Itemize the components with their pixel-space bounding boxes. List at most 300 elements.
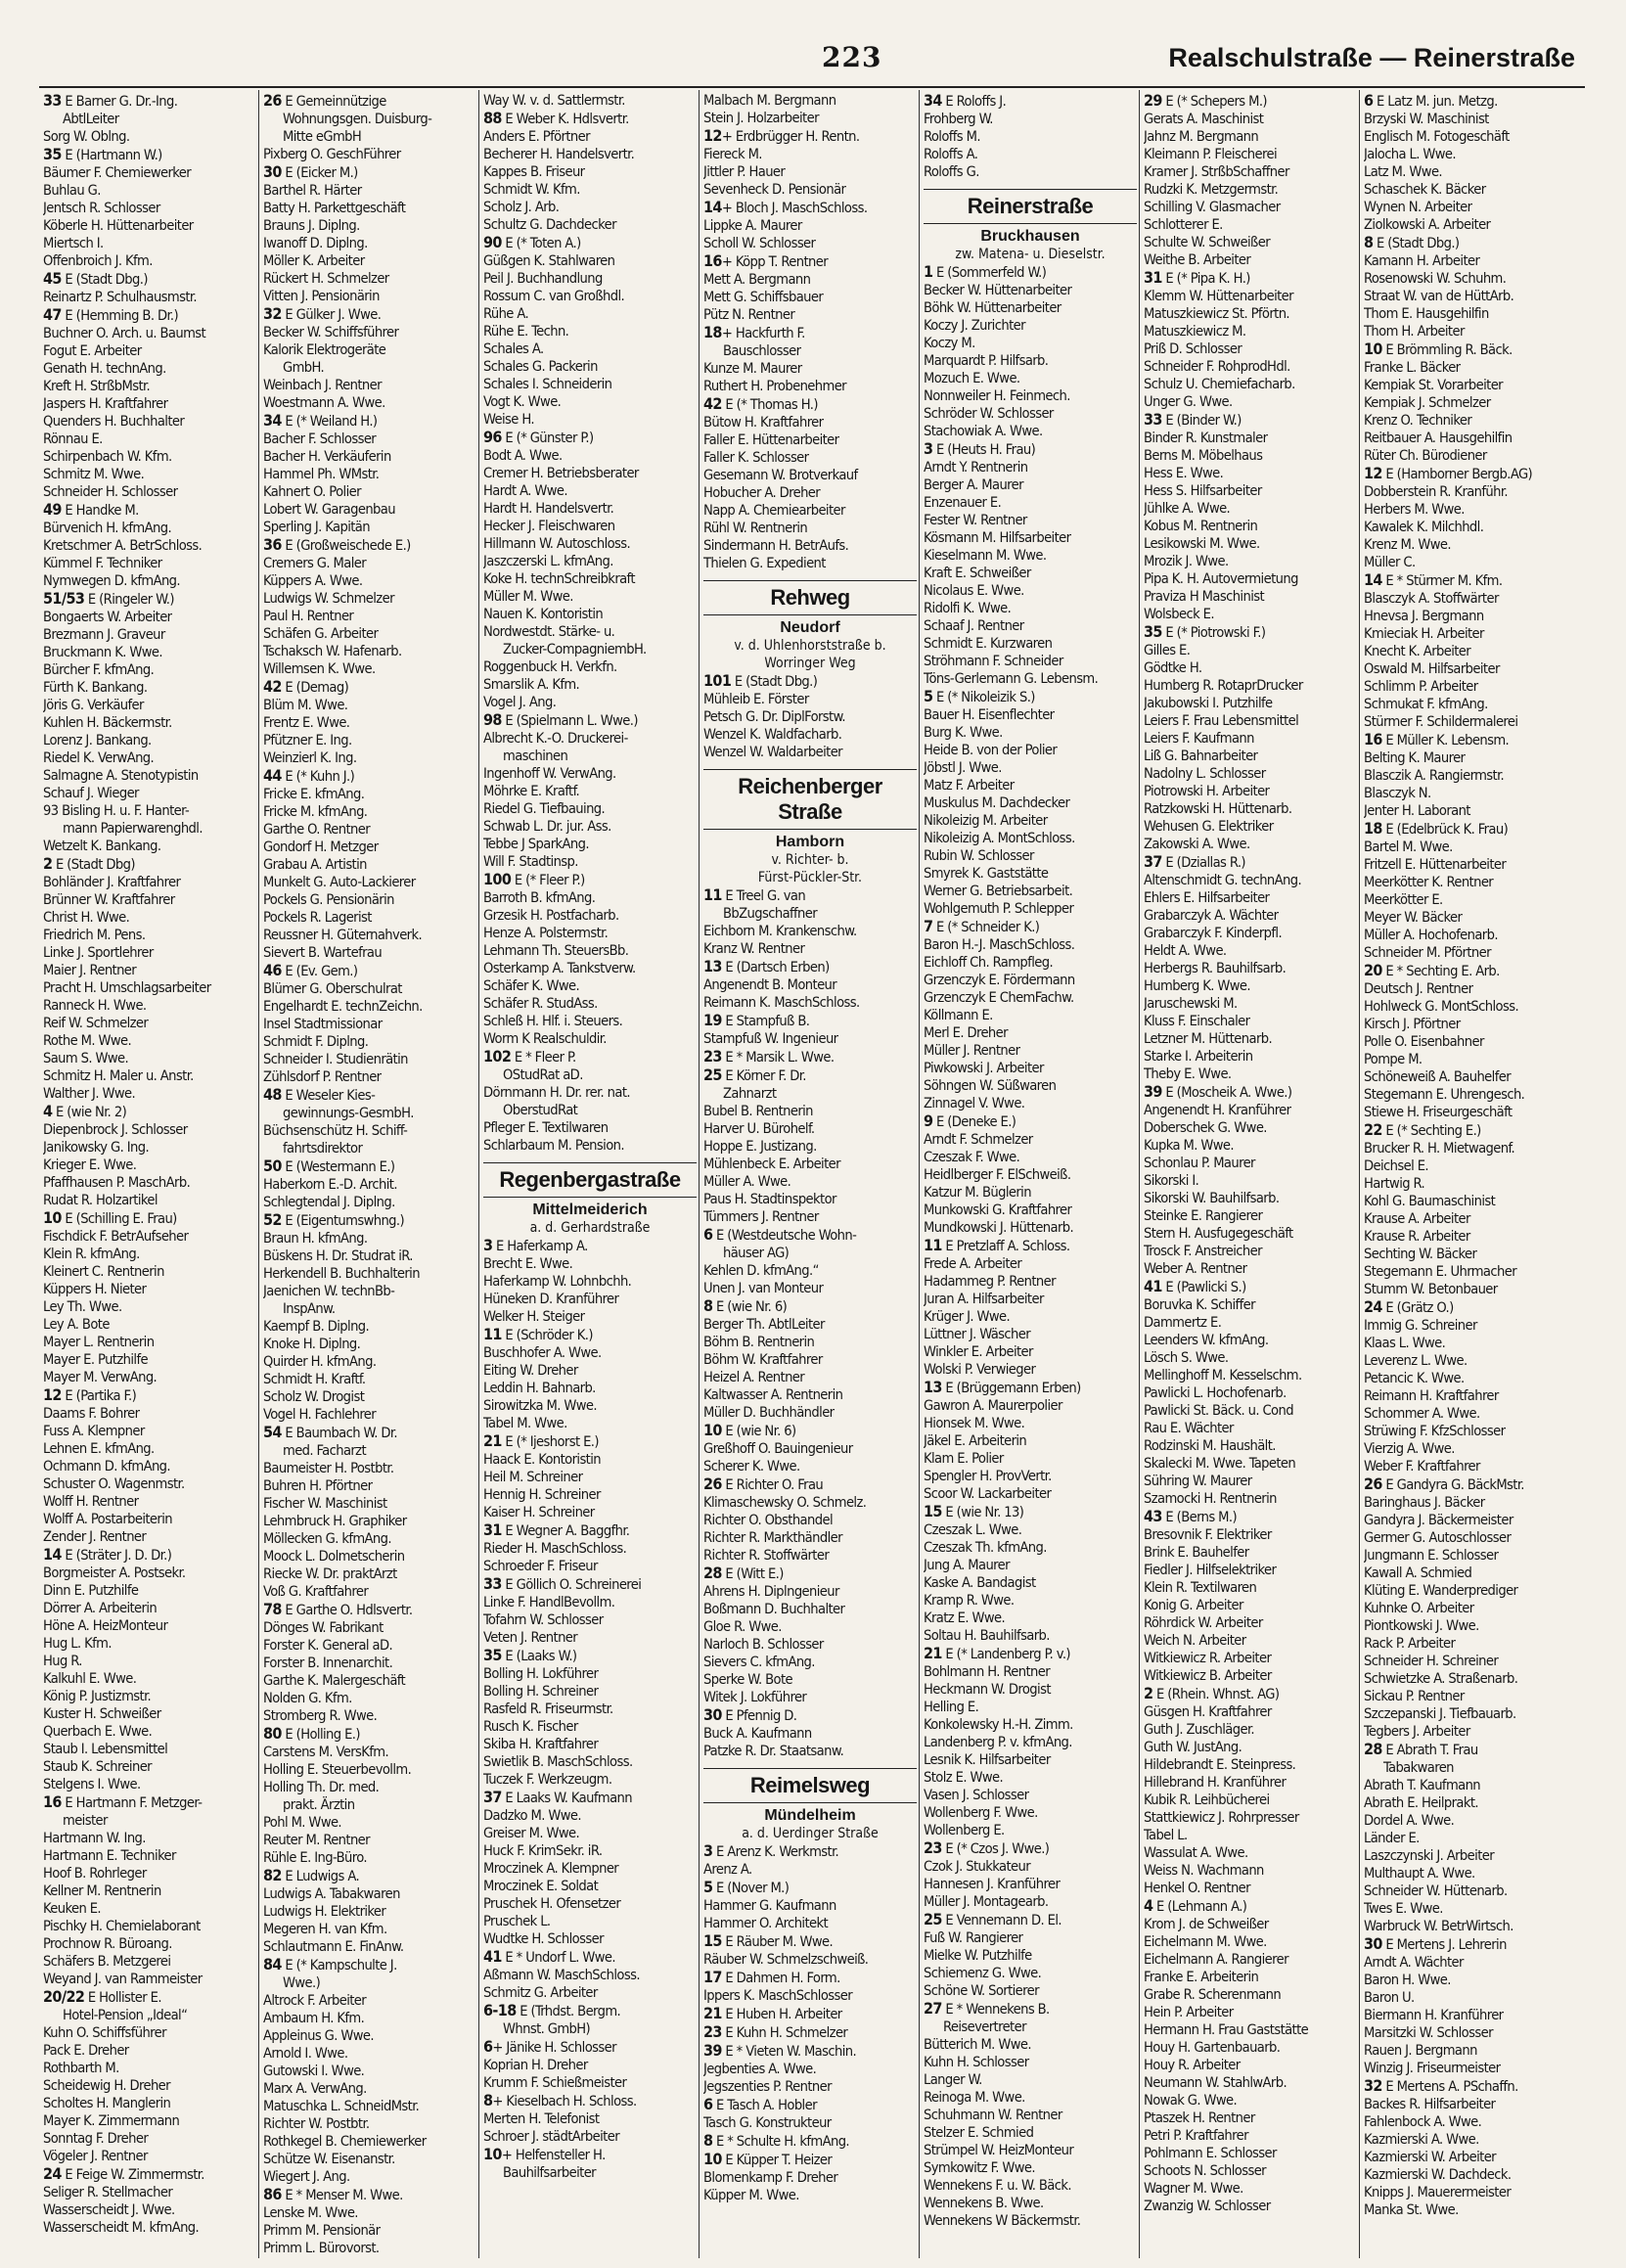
directory-entry: Kaempf B. Diplng. [263,1318,370,1335]
directory-entry: Soltau H. Bauhilfsarb. [924,1627,1050,1644]
directory-entry: Jegbenties A. Wwe. [703,2061,817,2077]
directory-entry: 54 E Baumbach W. Dr. [263,1424,397,1441]
directory-entry: Nicolaus E. Wwe. [924,582,1024,599]
directory-entry: Wollenberg F. Wwe. [924,1804,1038,1821]
directory-entry: Küpper M. Wwe. [703,2187,799,2203]
directory-entry: Nordwestdt. Stärke- u. [483,623,615,640]
entry-continuation: BbZugschaffner [723,905,818,922]
directory-entry: Kaiser H. Schreiner [483,1504,595,1520]
directory-entry: Wehusen G. Elektriker [1144,818,1274,835]
directory-entry: Rühe E. Techn. [483,323,569,340]
directory-entry: Narloch B. Schlosser [703,1636,824,1653]
directory-entry: 90 E (* Toten A.) [483,234,581,251]
directory-entry: Binder R. Kunstmaler [1144,430,1268,446]
directory-entry: Mayer M. VerwAng. [43,1369,158,1385]
directory-column-3 [479,90,700,2258]
directory-entry: Berger A. Maurer [924,476,1023,493]
directory-entry: Buhren H. Pförtner [263,1477,373,1494]
directory-entry: Müller M. Wwe. [483,588,573,605]
directory-entry: Schmidt W. Kfm. [483,181,580,198]
directory-entry: Worm K Realschuldir. [483,1030,607,1047]
directory-entry: Matuszkiewicz M. [1144,323,1246,340]
directory-entry: Sievers C. kfmAng. [703,1654,815,1670]
directory-entry: Heil M. Schreiner [483,1469,583,1485]
directory-entry: Salmagne A. Stenotypistin [43,767,199,784]
directory-entry: Kuhn O. Schiffsführer [43,2024,166,2041]
directory-entry: 17 E Dahmen H. Form. [703,1969,840,1986]
directory-entry: Lesnik K. Hilfsarbeiter [924,1751,1051,1768]
directory-entry: Kazmierski W. Dachdeck. [1364,2166,1512,2183]
directory-entry: Müller A. Hochofenarb. [1364,927,1498,943]
directory-entry: 98 E (Spielmann L. Wwe.) [483,711,638,729]
directory-entry: 7 E (* Schneider K.) [924,918,1040,935]
directory-entry: 25 E Körner F. Dr. [703,1066,806,1084]
directory-entry: Kappes B. Friseur [483,163,585,180]
directory-entry: Mayer K. Zimmermann [43,2112,180,2129]
directory-entry: Lehmann Th. SteuersBb. [483,942,629,959]
directory-entry: Baumeister H. Postbtr. [263,1460,394,1476]
directory-entry: 4 E (wie Nr. 2) [43,1103,127,1120]
directory-entry: Richter R. Markthändler [703,1529,842,1546]
directory-entry: Reitbauer A. Hausgehilfin [1364,430,1513,446]
directory-entry: Schneider I. Studienrätin [263,1051,408,1067]
directory-entry: Belting K. Maurer [1364,749,1466,766]
directory-entry: 11 E Treel G. van [703,886,806,904]
directory-entry: Koczy M. [924,335,975,351]
directory-entry: Daams F. Bohrer [43,1405,140,1422]
directory-entry: Weber F. Kraftfahrer [1364,1458,1480,1474]
entry-continuation: Reisevertreter [943,2019,1026,2035]
directory-entry: Baringhaus J. Bäcker [1364,1494,1485,1511]
directory-entry: Lenske M. Wwe. [263,2204,358,2221]
directory-entry: Barroth B. kfmAng. [483,889,596,906]
directory-entry: 88 E Weber K. Hdlsvertr. [483,110,629,127]
directory-entry: Leiers F. Kaufmann [1144,730,1254,747]
directory-entry: 44 E (* Kuhn J.) [263,767,355,785]
directory-entry: 18+ Hackfurth F. [703,324,805,341]
directory-entry: Winzig J. Friseurmeister [1364,2060,1501,2076]
directory-entry: Altenschmidt G. technAng. [1144,872,1302,888]
directory-entry: 9 E (Deneke E.) [924,1112,1016,1130]
directory-entry: Güsgen H. Kraftfahrer [1144,1703,1272,1720]
directory-entry: 20/22 E Hollister E. [43,1988,161,2006]
directory-entry: Christ H. Wwe. [43,909,130,926]
directory-entry: 30 E (Eicker M.) [263,163,358,181]
directory-entry: Arenz A. [703,1861,752,1878]
directory-entry: Tebbe J SparkAng. [483,836,589,852]
directory-entry: Pfleger E. Textilwaren [483,1119,609,1136]
directory-entry: 52 E (Eigentumswhng.) [263,1211,404,1229]
directory-entry: Huck F. KrimSekr. iR. [483,1842,603,1859]
directory-entry: Vogel J. Ang. [483,694,557,710]
directory-entry: Grzenczyk E. Fördermann [924,972,1075,988]
street-heading: Rehweg [703,580,917,615]
directory-entry: 100 E (* Fleer P.) [483,871,585,888]
directory-entry: Koczy J. Zurichter [924,317,1025,334]
directory-entry: Kempiak St. Vorarbeiter [1364,377,1503,393]
directory-entry: Jöris G. Verkäufer [43,697,144,713]
directory-entry: Möhrke E. Kraftf. [483,783,580,799]
directory-entry: 8 E * Schulte H. kfmAng. [703,2132,850,2150]
directory-entry: Arnold I. Wwe. [263,2045,348,2062]
directory-entry: Mühleib E. Förster [703,691,809,707]
directory-entry: Altrock F. Arbeiter [263,1992,367,2009]
directory-entry: Witkiewicz B. Arbeiter [1144,1667,1272,1684]
directory-entry: Theby E. Wwe. [1144,1066,1232,1082]
directory-entry: Lobert W. Garagenbau [263,501,395,518]
directory-entry: Patzke R. Dr. Staatsanw. [703,1743,844,1759]
directory-entry: Tümmers J. Rentner [703,1208,819,1225]
directory-entry: Klemm W. Hüttenarbeiter [1144,288,1293,304]
directory-entry: Hug R. [43,1653,82,1669]
directory-entry: 24 E Feige W. Zimmermstr. [43,2165,204,2183]
directory-entry: Hess E. Wwe. [1144,465,1224,481]
directory-entry: Ridolfi K. Wwe. [924,600,1012,616]
directory-entry: Zinnagel V. Wwe. [924,1095,1025,1111]
directory-entry: Heizel A. Rentner [703,1369,805,1385]
directory-entry: Paul H. Rentner [263,608,354,624]
entry-continuation: meister [63,1812,108,1829]
page-header [39,37,1585,86]
directory-entry: Pixberg O. GeschFührer [263,146,401,162]
entry-continuation: prakt. Ärztin [283,1796,355,1813]
directory-entry: Ziolkowski A. Arbeiter [1364,216,1491,233]
directory-entry: Jakubowski I. Putzhilfe [1144,695,1273,711]
directory-entry: Söhngen W. Süßwaren [924,1077,1057,1094]
directory-entry: Rasfeld R. Friseurmstr. [483,1701,613,1717]
directory-entry: Paus H. Stadtinspektor [703,1191,836,1207]
directory-entry: Abrath T. Kaufmann [1364,1777,1481,1793]
directory-entry: Sperke W. Bote [703,1671,792,1688]
directory-entry: Röhrdick W. Arbeiter [1144,1614,1263,1631]
directory-entry: Rothe M. Wwe. [43,1032,132,1049]
directory-entry: 16 E Müller K. Lebensm. [1364,731,1510,748]
directory-entry: Kraft E. Schweißer [924,565,1031,581]
directory-entry: Borgmeister A. Postsekr. [43,1565,186,1581]
directory-entry: Klimaschewsky O. Schmelz. [703,1494,867,1511]
directory-entry: 2 E (Stadt Dbg) [43,855,135,873]
directory-entry: Mayer E. Putzhilfe [43,1351,148,1368]
directory-entry: Sirowitzka M. Wwe. [483,1397,597,1414]
directory-entry: Konig G. Arbeiter [1144,1597,1243,1613]
directory-entry: Barthel R. Härter [263,182,362,199]
directory-entry: 14 E * Stürmer M. Kfm. [1364,571,1503,589]
directory-entry: Albrecht K.-O. Druckerei- [483,730,628,747]
directory-entry: Hoof B. Rohrleger [43,1865,147,1882]
directory-entry: Schultz G. Dachdecker [483,216,616,233]
directory-entry: Stiewe H. Friseurgeschäft [1364,1104,1513,1120]
directory-entry: Schmidt H. Kraftf. [263,1371,366,1387]
directory-entry: Peil J. Buchhandlung [483,270,603,287]
directory-entry: Rühle E. Ing-Büro. [263,1849,367,1866]
directory-entry: Hnevsa J. Bergmann [1364,608,1484,624]
directory-entry: Kluss F. Einschaler [1144,1013,1250,1029]
directory-entry: Schäfen G. Arbeiter [263,625,379,642]
directory-entry: 33 E (Binder W.) [1144,411,1242,429]
directory-entry: Pfützner E. Ing. [263,732,352,748]
directory-entry: Vasen J. Schlosser [924,1787,1029,1803]
directory-entry: Pack E. Dreher [43,2042,129,2059]
directory-entry: Krause A. Arbeiter [1364,1210,1470,1227]
directory-entry: Werner G. Betriebsarbeit. [924,883,1073,899]
directory-entry: Riedel K. VerwAng. [43,749,155,766]
entry-continuation: Wohnungsgen. Duisburg- [283,111,432,127]
directory-entry: Hartmann W. Ing. [43,1830,146,1846]
directory-entry: 13 E (Dartsch Erben) [703,958,830,975]
directory-entry: Walther J. Wwe. [43,1085,136,1102]
directory-entry: Piontkowski J. Wwe. [1364,1617,1479,1634]
directory-entry: Bolling H. Schreiner [483,1683,599,1700]
street-location: Worringer Weg [764,656,856,671]
directory-entry: Letzner M. Hüttenarb. [1144,1030,1273,1047]
directory-entry: Dadzko M. Wwe. [483,1807,581,1824]
directory-entry: Starke I. Arbeiterin [1144,1048,1253,1065]
directory-entry: Lorenz J. Bankang. [43,732,152,748]
directory-entry: Jung A. Maurer [924,1557,1010,1573]
directory-entry: 51/53 E (Ringeler W.) [43,590,174,608]
directory-entry: Stein J. Holzarbeiter [703,110,819,126]
directory-entry: Mett A. Bergmann [703,271,811,288]
running-title: Realschulstraße — Reinerstraße [1168,43,1575,72]
directory-entry: Muskulus M. Dachdecker [924,794,1070,811]
directory-entry: Roggenbuck H. Verkfn. [483,658,617,675]
directory-entry: Schneider H. Schlosser [43,483,178,500]
directory-entry: Jentsch R. Schlosser [43,200,160,216]
directory-entry: Kratz E. Wwe. [924,1610,1006,1626]
directory-entry: Hüneken D. Kranführer [483,1291,619,1307]
directory-entry: Schales G. Packerin [483,358,598,375]
directory-entry: Schuster O. Wagenmstr. [43,1475,185,1492]
directory-entry: Hennig H. Schreiner [483,1486,601,1503]
directory-entry: Leenders W. kfmAng. [1144,1332,1269,1348]
directory-entry: Stumm W. Betonbauer [1364,1281,1498,1297]
directory-entry: Schmidt E. Kurzwaren [924,635,1053,652]
entry-continuation: Bauschlosser [723,342,801,359]
directory-entry: Thielen G. Expedient [703,555,826,571]
directory-entry: Petancic K. Wwe. [1364,1370,1465,1386]
directory-entry: Oswald M. Hilfsarbeiter [1364,660,1500,677]
directory-entry: Ströhmann F. Schneider [924,653,1063,669]
directory-entry: Czeszak F. Wwe. [924,1149,1020,1165]
directory-entry: Reimann H. Kraftfahrer [1364,1387,1499,1404]
directory-entry: Marsitzki W. Schlosser [1364,2024,1493,2041]
directory-entry: Becker W. Schiffsführer [263,324,399,340]
directory-entry: Kramer J. StrßbSchaffner [1144,163,1289,180]
directory-entry: Hillmann W. Autoschloss. [483,535,631,552]
directory-entry: 10+ Helfensteller H. [483,2146,606,2163]
directory-entry: Rack P. Arbeiter [1364,1635,1456,1652]
directory-entry: Enzenauer E. [924,494,1002,511]
directory-entry: Mrozik J. Wwe. [1144,553,1229,569]
directory-entry: Pischky H. Chemielaborant [43,1918,201,1934]
directory-entry: Stegemann E. Uhrmacher [1364,1263,1516,1280]
directory-entry: Unen J. van Monteur [703,1280,824,1296]
directory-column-4 [700,90,920,2258]
directory-entry: Kupka M. Wwe. [1144,1137,1234,1154]
directory-entry: Matuschka L. SchneidMstr. [263,2098,420,2114]
directory-entry: Baron H.-J. MaschSchloss. [924,936,1075,953]
directory-entry: Weich N. Arbeiter [1144,1632,1246,1649]
directory-entry: Wollenberg E. [924,1822,1005,1838]
directory-entry: Klam E. Polier [924,1450,1004,1467]
directory-entry: Sievert B. Wartefrau [263,944,383,961]
directory-entry: Güßgen K. Stahlwaren [483,252,615,269]
directory-entry: 13 E (Brüggemann Erben) [924,1379,1081,1396]
directory-entry: Straat W. van de HüttArb. [1364,288,1514,304]
directory-entry: Fischer W. Maschinist [263,1495,387,1512]
directory-entry: Brauns J. Diplng. [263,217,360,234]
directory-entry: 30 E Mertens J. Lehrerin [1364,1935,1507,1953]
directory-entry: Schütze W. Eisenanstr. [263,2151,395,2167]
directory-entry: Saum S. Wwe. [43,1050,129,1066]
directory-entry: Klüting E. Wanderprediger [1364,1582,1518,1599]
directory-entry: Nolden G. Kfm. [263,1690,352,1706]
directory-entry: Gilles E. [1144,642,1191,658]
directory-entry: Marquardt P. Hilfsarb. [924,352,1049,369]
directory-entry: Ratzkowski H. Hüttenarb. [1144,800,1292,817]
directory-entry: Wetzelt K. Bankang. [43,838,161,854]
directory-entry: Schäfer K. Wwe. [483,977,580,994]
directory-entry: Richter R. Stoffwärter [703,1547,830,1564]
directory-entry: Schaschek K. Bäcker [1364,181,1486,198]
directory-entry: Heldt A. Wwe. [1144,942,1227,959]
directory-entry: Jaszczerski L. kfmAng. [483,553,613,569]
directory-entry: Pompe M. [1364,1051,1423,1067]
directory-entry: 31 E Wegner A. Baggfhr. [483,1521,630,1539]
street-heading: Reinerstraße [924,189,1137,224]
directory-entry: Jahnz M. Bergmann [1144,128,1259,145]
directory-entry: Konkolewsky H.-H. Zimm. [924,1716,1073,1733]
directory-entry: Berns M. Möbelhaus [1144,447,1263,464]
directory-entry: Wolski P. Verwieger [924,1361,1036,1378]
directory-entry: Rönnau E. [43,431,103,447]
directory-entry: Kuster H. Schweißer [43,1705,161,1722]
directory-entry: Jenter H. Laborant [1364,802,1470,819]
directory-entry: Rossum C. van Großhdl. [483,288,625,304]
directory-entry: Mroczinek E. Soldat [483,1878,599,1894]
directory-entry: Wenzel W. Waldarbeiter [703,744,842,760]
directory-entry: Heckmann W. Drogist [924,1681,1051,1698]
directory-entry: Hohlweck G. MontSchloss. [1364,998,1519,1015]
directory-entry: Bäumer F. Chemiewerker [43,164,192,181]
directory-entry: Piotrowski H. Arbeiter [1144,783,1270,799]
directory-entry: 21 E (* Landenberg P. v.) [924,1645,1070,1662]
directory-entry: 8 E (Stadt Dbg.) [1364,234,1460,251]
directory-entry: Lösch S. Wwe. [1144,1349,1229,1366]
directory-entry: Offenbroich J. Kfm. [43,252,153,269]
directory-entry: Sickau P. Rentner [1364,1688,1465,1704]
directory-entry: Jaenichen W. technBb- [263,1283,395,1299]
directory-entry: Henze A. Polstermstr. [483,925,609,941]
directory-entry: Hartwig R. [1364,1175,1425,1192]
directory-entry: Katzur M. Büglerin [924,1184,1031,1201]
directory-entry: Riedel G. Tiefbauing. [483,800,606,817]
directory-entry: Ambaum H. Kfm. [263,2010,365,2026]
directory-entry: Hammer G. Kaufmann [703,1897,836,1914]
directory-entry: Stegemann E. Uhrengesch. [1364,1086,1525,1103]
directory-entry: Stürmer F. Schildermalerei [1364,713,1518,730]
directory-entry: Ley A. Bote [43,1316,110,1333]
directory-entry: 22 E (* Sechting E.) [1364,1121,1481,1139]
directory-entry: Reif W. Schmelzer [43,1015,149,1031]
directory-entry: Lehnen E. kfmAng. [43,1440,155,1457]
directory-entry: Nowak G. Wwe. [1144,2092,1238,2109]
directory-entry: Kubik R. Leihbücherei [1144,1792,1270,1808]
directory-entry: Becker W. Hüttenarbeiter [924,282,1072,298]
directory-entry: Hardt H. Handelsvertr. [483,500,614,517]
directory-entry: Tegbers J. Arbeiter [1364,1723,1470,1740]
directory-entry: Prochnow R. Büroang. [43,1935,172,1952]
directory-entry: Meerkötter K. Rentner [1364,874,1494,890]
directory-entry: 21 E Huben H. Arbeiter [703,2005,842,2022]
directory-entry: Schoots N. Schlosser [1144,2162,1266,2179]
directory-entry: 20 E * Sechting E. Arb. [1364,962,1500,979]
directory-entry: Sechting W. Bäcker [1364,1246,1477,1262]
directory-entry: 6-18 E (Trhdst. Bergm. [483,2002,621,2019]
directory-entry: Kreft H. StrßbMstr. [43,378,151,394]
directory-entry: Langer W. [924,2071,982,2088]
directory-entry: Guth J. Zuschläger. [1144,1721,1254,1738]
directory-entry: 21 E (* Ijeshorst E.) [483,1432,599,1450]
directory-entry: Matz F. Arbeiter [924,777,1015,794]
directory-column-2 [259,90,479,2258]
directory-entry: König P. Justizmstr. [43,1688,152,1704]
district-label: Hamborn [775,834,845,850]
directory-entry: Stromberg R. Wwe. [263,1707,378,1724]
directory-entry: Scholz W. Drogist [263,1388,365,1405]
directory-entry: Witkiewicz R. Arbeiter [1144,1650,1272,1666]
directory-entry: Leiers F. Frau Lebensmittel [1144,712,1299,729]
directory-entry: Schlotterer E. [1144,216,1223,233]
directory-entry: Jungmann E. Schlosser [1364,1547,1499,1564]
directory-entry: Wudtke H. Schlosser [483,1930,604,1947]
directory-entry: 35 E (* Piotrowski F.) [1144,623,1266,641]
directory-entry: Bresovnik F. Elektriker [1144,1526,1272,1543]
directory-entry: Cremers G. Maler [263,555,367,571]
directory-entry: 12+ Erdbrügger H. Rentn. [703,127,860,145]
directory-entry: Welker H. Steiger [483,1308,585,1325]
entry-continuation: OberstudRat [503,1102,578,1118]
directory-entry: Kamann H. Arbeiter [1364,252,1480,269]
directory-entry: Englisch M. Fotogeschäft [1364,128,1510,145]
directory-entry: Hildebrandt E. Steinpress. [1144,1756,1296,1773]
directory-entry: 18 E (Edelbrück K. Frau) [1364,820,1509,838]
directory-entry: Franke E. Arbeiterin [1144,1969,1259,1985]
directory-entry: Kranz W. Rentner [703,940,805,957]
directory-entry: Schäfers B. Metzgerei [43,1953,171,1970]
directory-entry: Deichsel E. [1364,1157,1428,1174]
directory-entry: Pipa K. H. Autovermietung [1144,570,1298,587]
directory-entry: Böhk W. Hüttenarbeiter [924,299,1061,316]
directory-entry: Pruschek L. [483,1913,551,1929]
directory-entry: Faller K. Schlosser [703,449,809,466]
directory-entry: Eichloff Ch. Rampfleg. [924,954,1054,971]
directory-entry: Zwanzig W. Schlosser [1144,2198,1271,2214]
directory-entry: Krieger E. Wwe. [43,1157,137,1173]
directory-entry: Mielke W. Putzhilfe [924,1947,1032,1964]
directory-entry: Primm M. Pensionär [263,2222,381,2239]
directory-entry: Diepenbrock J. Schlosser [43,1121,188,1138]
directory-entry: Priß D. Schlosser [1144,340,1242,357]
directory-entry: 11 E (Schröder K.) [483,1326,593,1343]
directory-entry: Krenz M. Wwe. [1364,536,1451,553]
directory-entry: Wassulat A. Wwe. [1144,1844,1248,1861]
directory-entry: 48 E Weseler Kies- [263,1086,376,1104]
street-heading: Regenbergastraße [483,1162,697,1198]
directory-entry: Szczepanski J. Tiefbauarb. [1364,1705,1516,1722]
directory-entry: Kahnert O. Polier [263,483,361,500]
directory-entry: Stampfuß W. Ingenieur [703,1030,838,1047]
